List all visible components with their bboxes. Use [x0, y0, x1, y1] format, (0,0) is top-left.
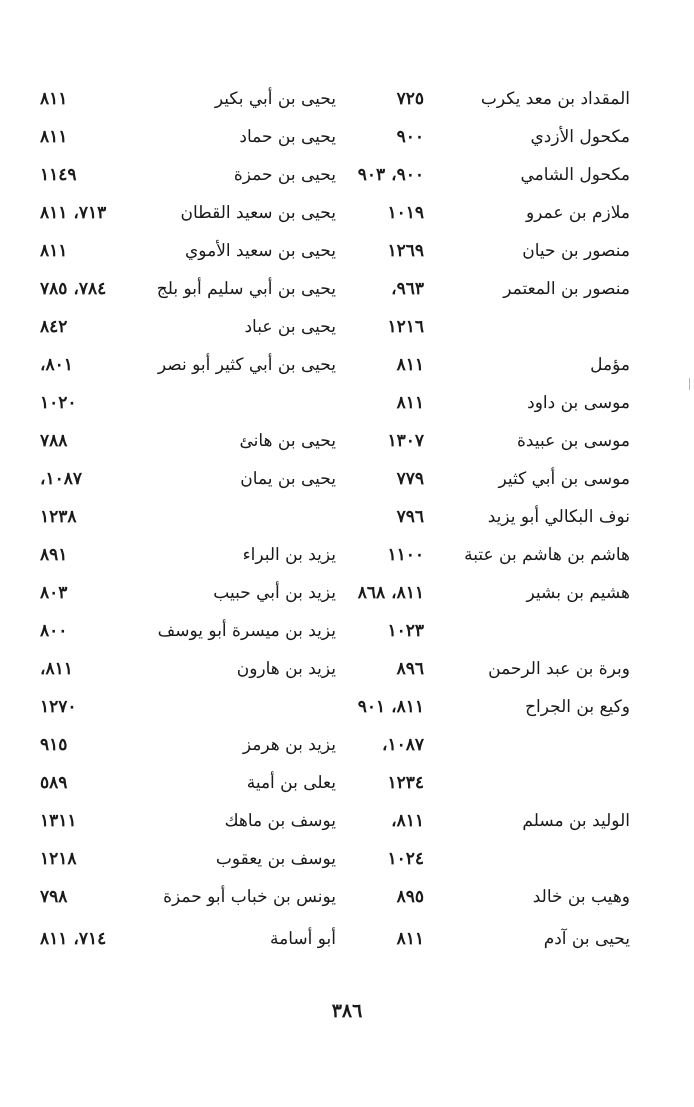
index-pages-a: ٨١١، ٩٠١: [357, 697, 424, 717]
index-name-a: هاشم بن هاشم بن عتبة: [464, 545, 630, 565]
index-name-a: المقداد بن معد يكرب: [480, 89, 630, 109]
index-name-a: يحيى بن آدم: [543, 929, 630, 949]
index-name-a: مكحول الشامي: [520, 165, 630, 185]
index-row: [0, 156, 694, 194]
index-pages-a: ٩٠٠، ٩٠٣: [357, 165, 424, 185]
index-name-b: يزيد بن هارون: [236, 659, 336, 679]
index-row: [0, 802, 694, 840]
index-name-a: ملازم بن عمرو: [525, 203, 630, 223]
index-name-a: وبرة بن عبد الرحمن: [488, 659, 630, 679]
index-pages-b: ٨٠٣: [40, 583, 68, 603]
index-name-a: [390, 840, 630, 878]
index-pages-b: ١٢٣٨: [40, 507, 77, 527]
index-pages-a: ٩٠٠: [396, 127, 424, 147]
index-name-b: يوسف بن يعقوب: [215, 849, 336, 869]
index-pages-a: ١٠١٩: [387, 203, 424, 223]
index-row: [0, 688, 694, 726]
index-pages-a: ٩٦٣،: [391, 279, 424, 299]
index-row: [0, 536, 694, 574]
index-pages-b: ٩١٥: [40, 735, 68, 755]
index-pages-a: ٧٢٥: [396, 89, 424, 109]
index-pages-b: ١٠٢٠: [40, 393, 77, 413]
index-pages-b: ١٢٧٠: [40, 697, 77, 717]
index-pages-b: ١١٤٩: [40, 165, 77, 185]
index-name-b: يزيد بن هرمز: [242, 735, 336, 755]
margin-mark: [689, 378, 690, 390]
index-pages-a: ٧٧٩: [396, 469, 424, 489]
index-row: [0, 460, 694, 498]
index-name-b: يزيد بن أبي حبيب: [213, 583, 336, 603]
index-row: [0, 232, 694, 270]
index-pages-a: ١٢٣٤: [387, 773, 424, 793]
index-pages-a: ١٠٨٧،: [381, 735, 424, 755]
index-pages-a: ١٠٢٤: [387, 849, 424, 869]
index-row: [0, 726, 694, 764]
index-name-b: يوسف بن ماهك: [224, 811, 336, 831]
index-name-b: يحيى بن هانئ: [239, 431, 336, 451]
index-name-a: الوليد بن مسلم: [522, 811, 630, 831]
index-name-b: أبو أسامة: [269, 929, 336, 949]
index-name-b: يحيى بن سعيد الأموي: [185, 241, 336, 261]
index-pages-a: ٨١١: [396, 929, 424, 949]
index-pages-a: ٨٩٦: [396, 659, 424, 679]
index-name-b: يحيى بن سعيد القطان: [180, 203, 336, 223]
index-row: [0, 194, 694, 232]
index-pages-b: ٧١٤، ٨١١: [40, 929, 107, 949]
index-row: [0, 650, 694, 688]
index-name-a: موسى بن داود: [527, 393, 630, 413]
index-pages-b: ٧٨٤، ٧٨٥: [40, 279, 107, 299]
index-pages-b: ٨١١: [40, 241, 68, 261]
index-name-b: يزيد بن البراء: [242, 545, 336, 565]
index-name-a: مؤمل: [590, 355, 630, 375]
index-row: [0, 498, 694, 536]
index-pages-b: ٧٩٨: [40, 887, 68, 907]
index-pages-a: ١٣٠٧: [387, 431, 424, 451]
index-name-a: [390, 308, 630, 346]
index-pages-b: ٨١١: [40, 127, 68, 147]
index-row: [0, 612, 694, 650]
index-pages-b: ٨٩١: [40, 545, 68, 565]
index-name-a: موسى بن عبيدة: [516, 431, 630, 451]
index-row: [0, 840, 694, 878]
index-name-b: يونس بن خباب أبو حمزة: [163, 887, 336, 907]
index-name-a: [390, 612, 630, 650]
index-pages-a: ٨١١،: [391, 811, 424, 831]
index-name-a: وكيع بن الجراح: [525, 697, 630, 717]
index-pages-a: ١٠٢٣: [387, 621, 424, 641]
index-row: [0, 308, 694, 346]
index-pages-b: ١٠٨٧،: [40, 469, 83, 489]
index-pages-b: ١٢١٨: [40, 849, 77, 869]
index-name-a: [390, 726, 630, 764]
index-name-b: يحيى بن أبي كثير أبو نصر: [157, 355, 336, 375]
index-pages-a: ١٢١٦: [387, 317, 424, 337]
index-name-a: مكحول الأزدي: [530, 127, 630, 147]
index-row: [0, 574, 694, 612]
index-row: [0, 764, 694, 802]
index-name-a: موسى بن أبي كثير: [498, 469, 630, 489]
index-name-a: وهيب بن خالد: [532, 887, 630, 907]
index-pages-b: ٨١١: [40, 89, 68, 109]
index-pages-a: ١١٠٠: [387, 545, 424, 565]
index-pages-b: ٥٨٩: [40, 773, 68, 793]
index-name-b: يحيى بن حماد: [239, 127, 336, 147]
index-name-a: منصور بن المعتمر: [503, 279, 630, 299]
index-name-b: يعلى بن أمية: [246, 773, 336, 793]
index-row: [0, 346, 694, 384]
index-pages-a: ١٢٦٩: [387, 241, 424, 261]
index-pages-b: ١٣١١: [40, 811, 77, 831]
index-pages-a: ٨١١، ٨٦٨: [357, 583, 424, 603]
index-name-a: منصور بن حيان: [522, 241, 630, 261]
index-pages-b: ٧١٣، ٨١١: [40, 203, 107, 223]
index-pages-a: ٨١١: [396, 355, 424, 375]
index-row: [0, 270, 694, 308]
index-pages-b: ٨٤٢: [40, 317, 68, 337]
index-name-b: يحيى بن أبي بكير: [214, 89, 336, 109]
index-pages-a: ٨٩٥: [396, 887, 424, 907]
index-row: [0, 422, 694, 460]
index-row: [0, 920, 694, 958]
index-name-a: [390, 764, 630, 802]
index-pages-b: ٨٠٠: [40, 621, 68, 641]
index-row: [0, 80, 694, 118]
index-pages-a: ٧٩٦: [396, 507, 424, 527]
index-row: [0, 384, 694, 422]
index-pages-a: ٨١١: [396, 393, 424, 413]
index-name-b: يحيى بن أبي سليم أبو بلج: [156, 279, 336, 299]
index-name-a: نوف البكالي أبو يزيد: [487, 507, 630, 527]
index-name-b: يحيى بن يمان: [240, 469, 336, 489]
index-name-a: هشيم بن بشير: [526, 583, 630, 603]
index-name-b: يحيى بن عباد: [244, 317, 336, 337]
index-pages-b: ٨١١،: [40, 659, 73, 679]
page-number: ٣٨٦: [331, 1000, 363, 1022]
index-row: [0, 118, 694, 156]
index-name-b: يحيى بن حمزة: [233, 165, 336, 185]
index-name-b: يزيد بن ميسرة أبو يوسف: [157, 621, 336, 641]
index-pages-b: ٧٨٨: [40, 431, 68, 451]
index-pages-b: ٨٠١،: [40, 355, 73, 375]
index-row: [0, 878, 694, 916]
